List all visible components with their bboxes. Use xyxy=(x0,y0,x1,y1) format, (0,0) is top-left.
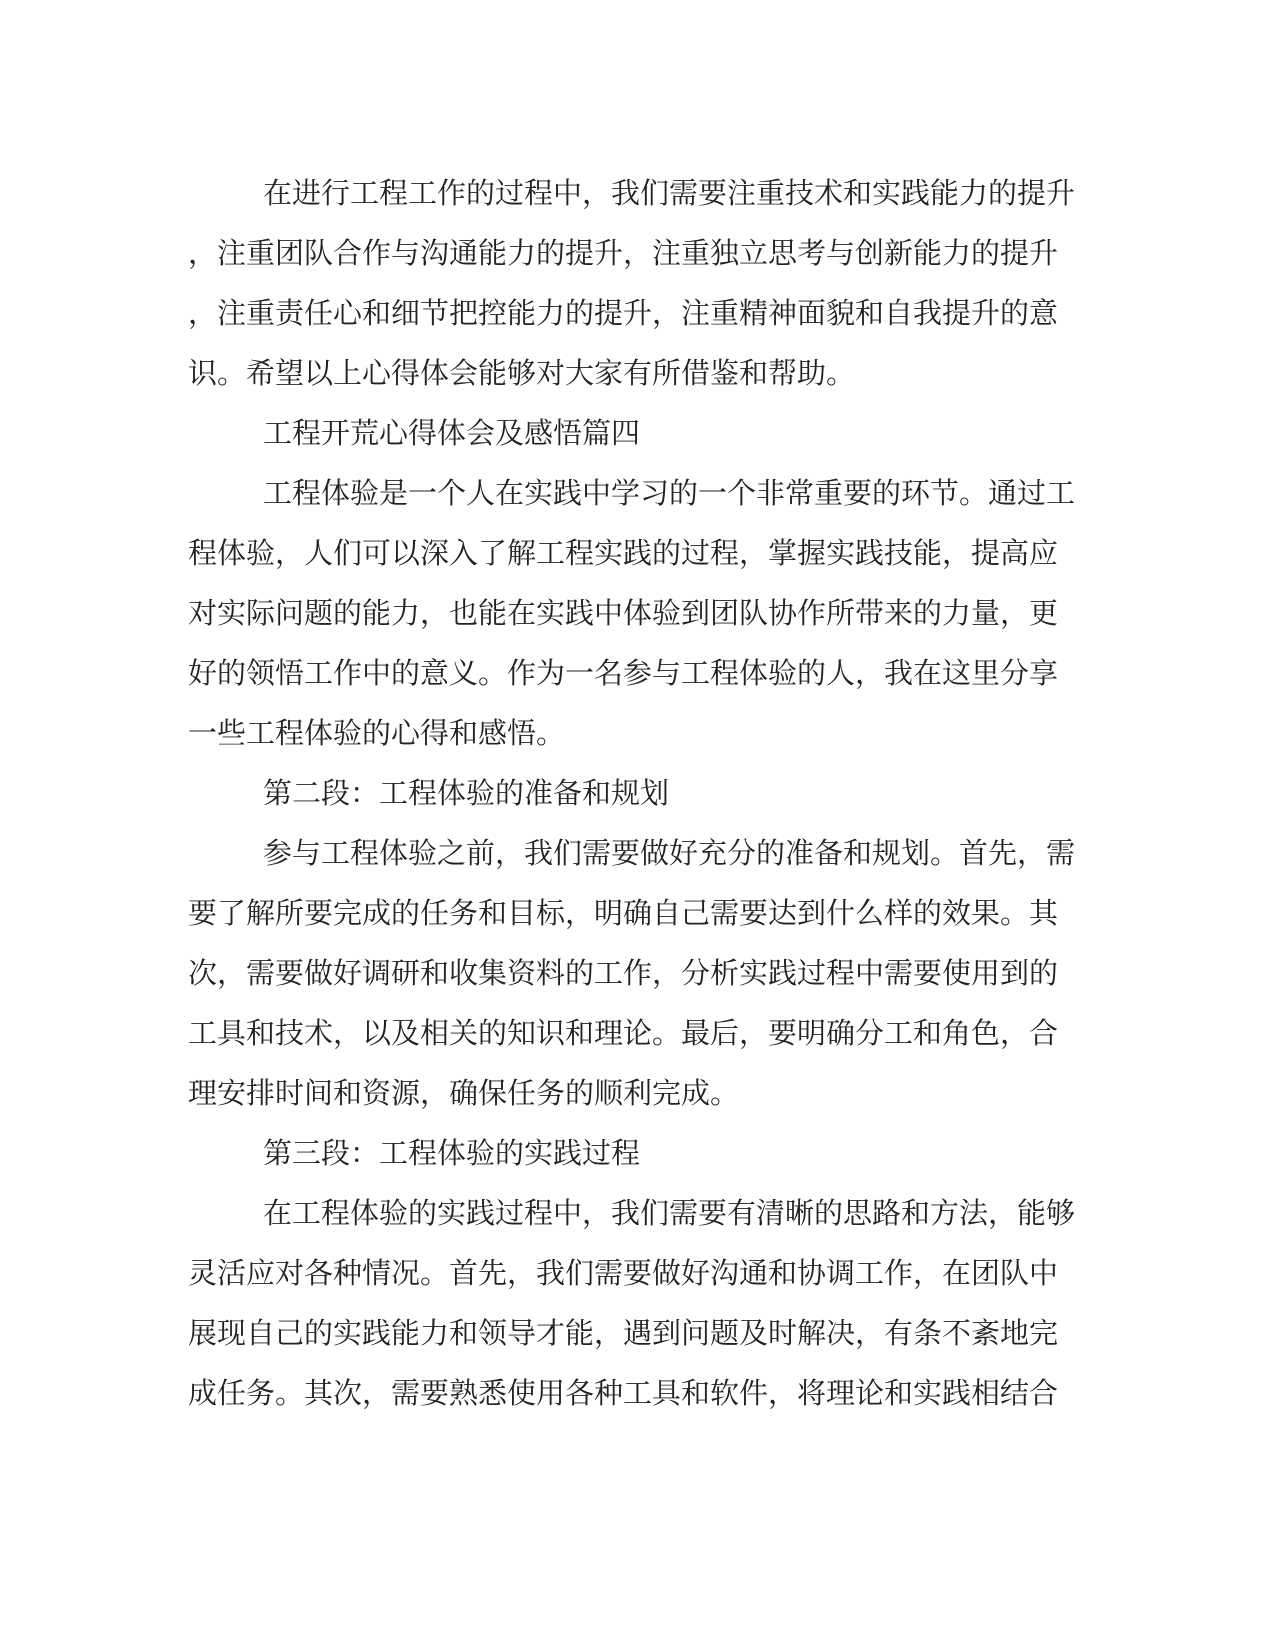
text-line: 对实际问题的能力，也能在实践中体验到团队协作所带来的力量，更 xyxy=(188,596,1059,630)
text-line: 识。希望以上心得体会能够对大家有所借鉴和帮助。 xyxy=(188,356,856,390)
text-line: ，注重责任心和细节把控能力的提升，注重精神面貌和自我提升的意 xyxy=(188,296,1059,330)
text-line: 灵活应对各种情况。首先，我们需要做好沟通和协调工作，在团队中 xyxy=(188,1256,1059,1290)
text-line: 在进行工程工作的过程中，我们需要注重技术和实践能力的提升 xyxy=(263,176,1076,210)
text-line: 成任务。其次，需要熟悉使用各种工具和软件，将理论和实践相结合 xyxy=(188,1376,1059,1410)
document-body xyxy=(188,163,1088,1423)
text-line: 在工程体验的实践过程中，我们需要有清晰的思路和方法，能够 xyxy=(263,1196,1076,1230)
text-line: 理安排时间和资源，确保任务的顺利完成。 xyxy=(188,1076,740,1110)
text-line: ，注重团队合作与沟通能力的提升，注重独立思考与创新能力的提升 xyxy=(188,236,1059,270)
section-heading: 第二段：工程体验的准备和规划 xyxy=(263,776,670,810)
text-line: 要了解所要完成的任务和目标，明确自己需要达到什么样的效果。其 xyxy=(188,896,1059,930)
section-heading: 第三段：工程体验的实践过程 xyxy=(263,1136,641,1170)
text-line: 展现自己的实践能力和领导才能，遇到问题及时解决，有条不紊地完 xyxy=(188,1316,1059,1350)
text-line: 程体验，人们可以深入了解工程实践的过程，掌握实践技能，提高应 xyxy=(188,536,1059,570)
text-line: 工程体验是一个人在实践中学习的一个非常重要的环节。通过工 xyxy=(263,476,1076,510)
section-heading: 工程开荒心得体会及感悟篇四 xyxy=(263,416,641,450)
text-line: 工具和技术，以及相关的知识和理论。最后，要明确分工和角色，合 xyxy=(188,1016,1059,1050)
text-line: 参与工程体验之前，我们需要做好充分的准备和规划。首先，需 xyxy=(263,836,1076,870)
text-line: 次，需要做好调研和收集资料的工作，分析实践过程中需要使用到的 xyxy=(188,956,1059,990)
text-line: 一些工程体验的心得和感悟。 xyxy=(188,716,566,750)
text-line: 好的领悟工作中的意义。作为一名参与工程体验的人，我在这里分享 xyxy=(188,656,1059,690)
